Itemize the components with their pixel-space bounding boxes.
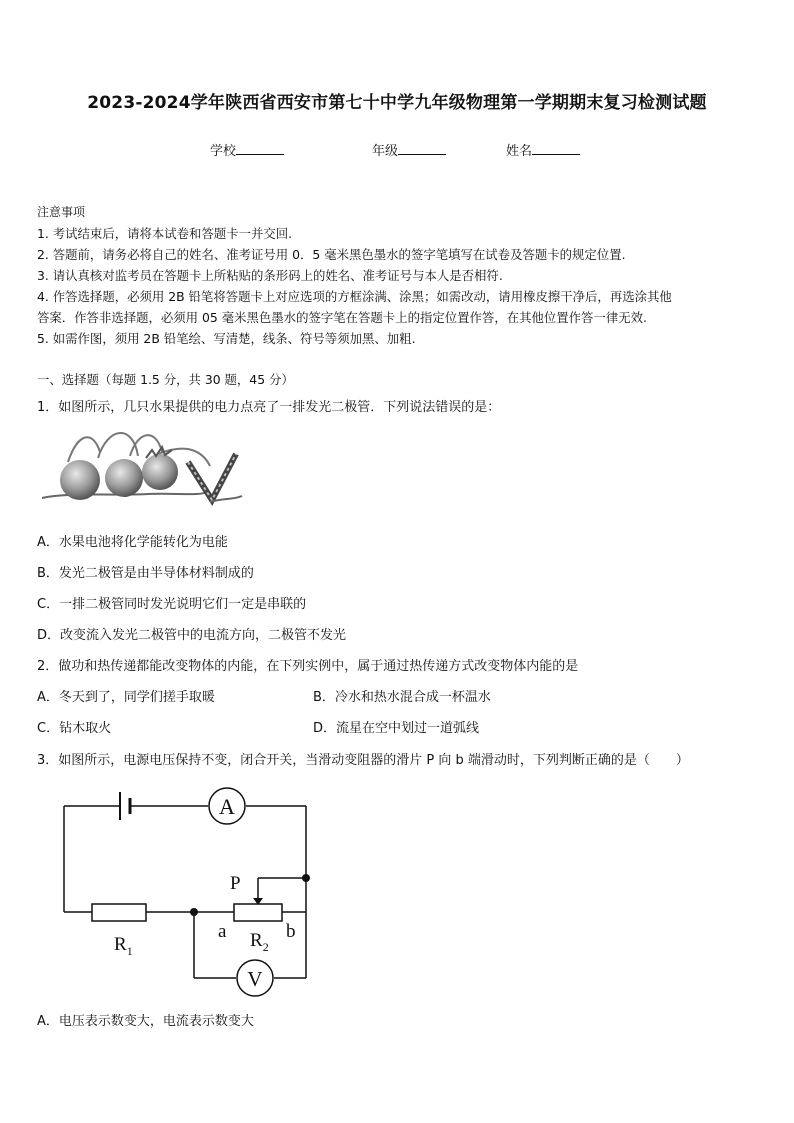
school-field: [210, 140, 284, 159]
r1-label: $R_1$: [114, 934, 133, 958]
voltmeter-label: V: [247, 967, 263, 991]
fruit-battery-figure: [38, 422, 244, 508]
end-b-label: b: [286, 921, 296, 942]
junction-dot: [302, 874, 310, 882]
grade-label: 年级: [372, 144, 399, 159]
note-item: 答案．作答非选择题，必须用 05 毫米黑色墨水的签字笔在答题卡上的指定位置作答，在其他位置作答一律无效.: [37, 310, 647, 325]
grade-blank: [398, 142, 446, 155]
notes-heading: 注意事项: [37, 205, 86, 219]
fruit-1: [60, 460, 100, 500]
fruit-3: [142, 454, 178, 490]
q2-option-c: C．钻木取火: [37, 721, 112, 736]
school-blank: [236, 142, 284, 155]
slider-label: P: [230, 873, 241, 894]
fruit-2: [105, 459, 143, 497]
note-item: 2. 答题前，请务必将自己的姓名、准考证号用 0．5 毫米黑色墨水的签字笔填写在试卷及答题卡的规定位置.: [37, 247, 626, 262]
name-blank: [532, 142, 580, 155]
q2-option-b: B．冷水和热水混合成一杯温水: [313, 690, 491, 705]
q2-option-d: D．流星在空中划过一道弧线: [313, 721, 480, 736]
q1-option-c: C．一排二极管同时发光说明它们一定是串联的: [37, 597, 307, 612]
r2-label: $R_2$: [250, 930, 269, 954]
q1-option-a: A．水果电池将化学能转化为电能: [37, 535, 228, 550]
q3-stem: 3．如图所示，电源电压保持不变，闭合开关，当滑动变阻器的滑片 P 向 b 端滑动时，下列判断正确的是（ ）: [37, 753, 689, 768]
note-item: 4. 作答选择题，必须用 2B 铅笔将答题卡上对应选项的方框涂满、涂黑；如需改动，请用橡皮擦干净后，再选涂其他: [37, 289, 672, 304]
q2-stem: 2．做功和热传递都能改变物体的内能，在下列实例中，属于通过热传递方式改变物体内能的是: [37, 659, 579, 674]
q3-option-a: A．电压表示数变大，电流表示数变大: [37, 1014, 254, 1029]
q1-stem: 1．如图所示，几只水果提供的电力点亮了一排发光二极管．下列说法错误的是：: [37, 400, 501, 415]
page-title: 2023-2024学年陕西省西安市第七十中学九年级物理第一学期期末复习检测试题: [87, 93, 707, 113]
note-item: 5. 如需作图，须用 2B 铅笔绘、写清楚，线条、符号等须加黑、加粗.: [37, 331, 416, 346]
q1-option-d: D．改变流入发光二极管中的电流方向，二极管不发光: [37, 628, 347, 643]
resistor-r1: [92, 904, 146, 921]
section-heading: 一、选择题（每题 1.5 分，共 30 题，45 分）: [37, 372, 294, 387]
q2-option-a: A．冬天到了，同学们搓手取暖: [37, 690, 215, 705]
junction-dot: [190, 908, 198, 916]
circuit-diagram: [50, 782, 330, 1000]
grade-field: [372, 140, 446, 159]
q1-option-b: B．发光二极管是由半导体材料制成的: [37, 566, 254, 581]
end-a-label: a: [218, 921, 227, 942]
rheostat-r2: [234, 904, 282, 921]
name-field: [506, 140, 580, 159]
ammeter-label: A: [219, 794, 235, 819]
note-item: 1. 考试结束后，请将本试卷和答题卡一并交回.: [37, 226, 293, 241]
school-label: 学校: [210, 144, 237, 159]
name-label: 姓名: [506, 144, 533, 159]
note-item: 3. 请认真核对监考员在答题卡上所粘贴的条形码上的姓名、准考证号与本人是否相符.: [37, 268, 503, 283]
